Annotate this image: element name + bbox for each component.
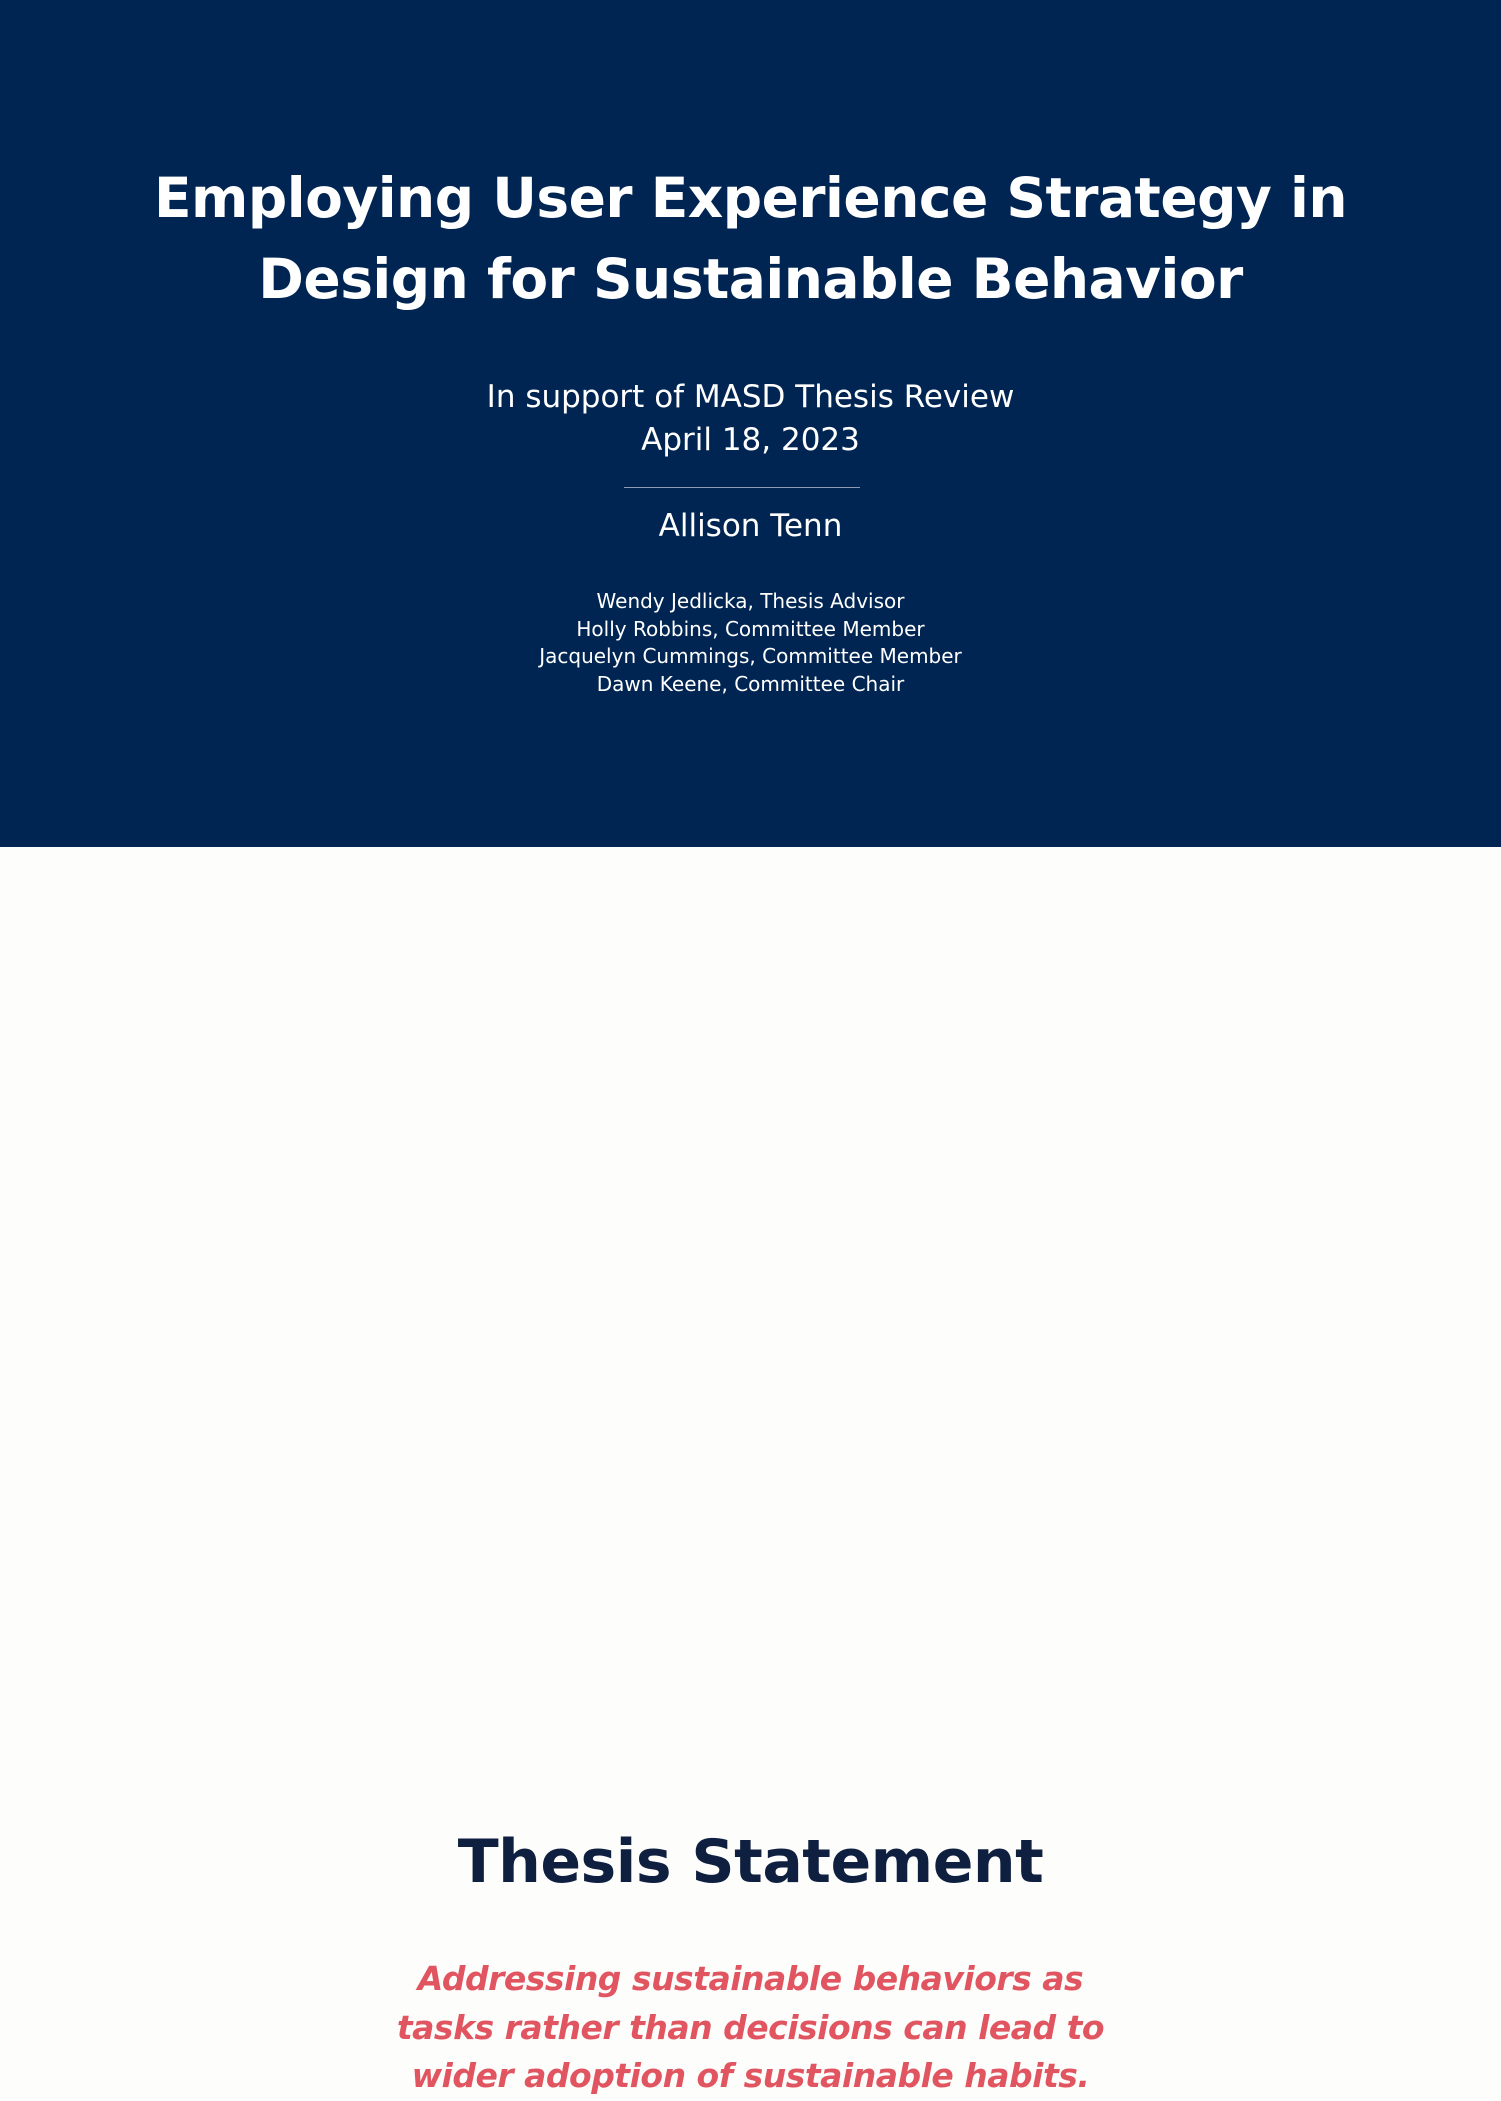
title-line: Employing User Experience Strategy in: [153, 166, 1348, 230]
statement-line: Addressing sustainable behaviors as: [417, 1959, 1084, 1998]
thesis-heading: Thesis Statement: [457, 1827, 1044, 1897]
committee-member: Dawn Keene, Committee Chair: [596, 671, 905, 696]
review-info: [0, 376, 1501, 462]
presentation-date: April 18, 2023: [641, 422, 860, 458]
support-line: In support of MASD Thesis Review: [486, 379, 1015, 415]
committee-member: Holly Robbins, Committee Member: [576, 616, 925, 641]
thesis-slide: [0, 847, 1501, 2095]
divider-line: [624, 487, 860, 488]
committee-member: Jacquelyn Cummings, Committee Member: [539, 644, 962, 668]
title-slide: [0, 0, 1501, 847]
committee-list: [0, 588, 1501, 698]
committee-member: Wendy Jedlicka, Thesis Advisor: [596, 589, 905, 613]
thesis-statement: [300, 1955, 1201, 2101]
statement-line: wider adoption of sustainable habits.: [411, 2056, 1090, 2095]
presentation-title: [60, 158, 1441, 320]
author-name: Allison Tenn: [658, 508, 843, 544]
title-line: Design for Sustainable Behavior: [258, 247, 1243, 311]
statement-line: tasks rather than decisions can lead to: [396, 2007, 1105, 2047]
